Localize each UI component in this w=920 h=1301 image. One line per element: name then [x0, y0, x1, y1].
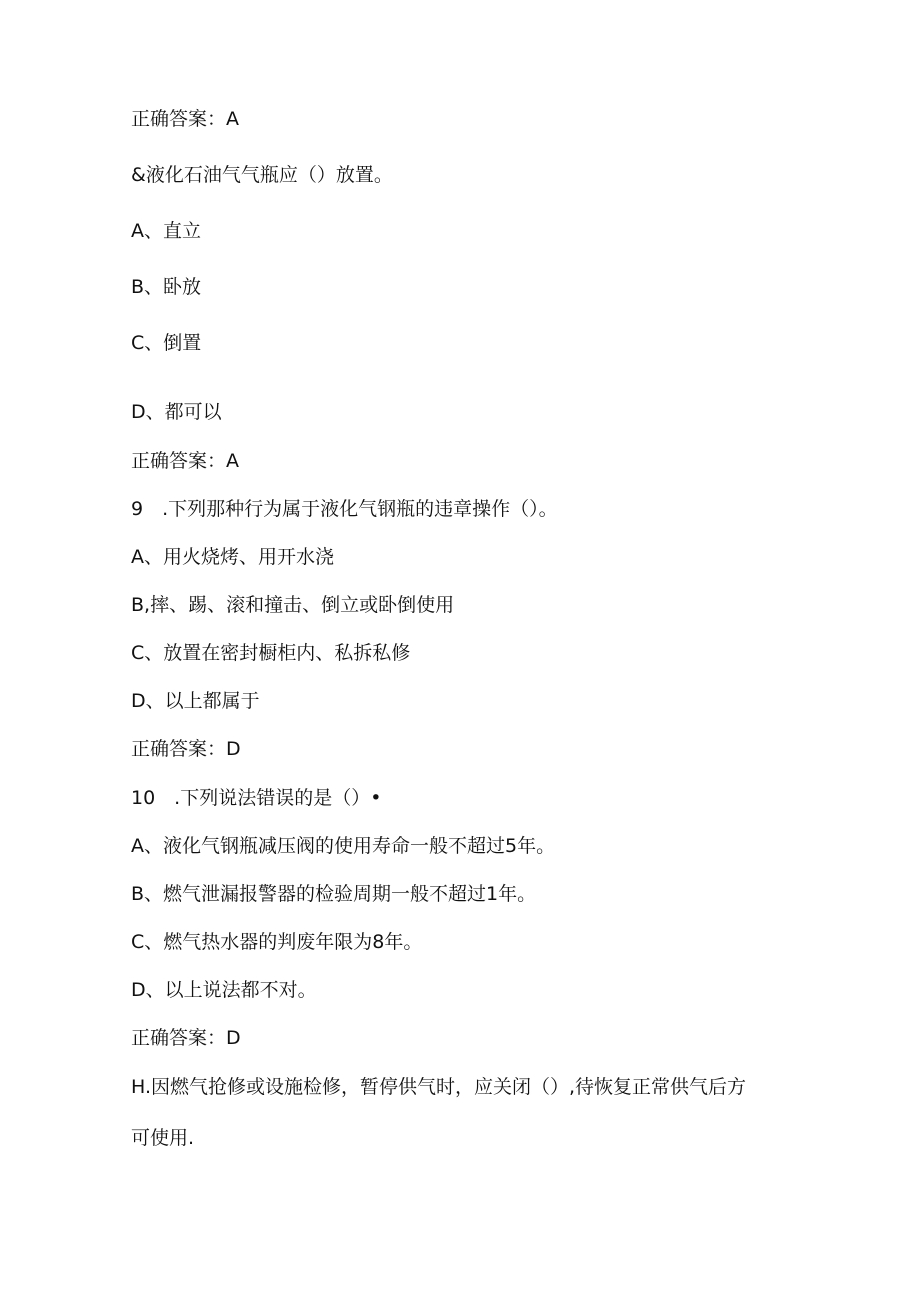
question-8-option-d: D、都可以 — [131, 401, 222, 423]
question-10-stem: 10 .下列说法错误的是（）• — [131, 787, 382, 809]
question-9-option-c: C、放置在密封橱柜内、私拆私修 — [131, 642, 411, 664]
question-10-option-b: B、燃气泄漏报警器的检验周期一般不超过1年。 — [131, 883, 537, 905]
question-9-stem: 9 .下列那种行为属于液化气钢瓶的违章操作（）。 — [131, 498, 558, 520]
question-8-option-b: B、卧放 — [131, 276, 202, 298]
question-9-option-a: A、用火烧烤、用开水浇 — [131, 546, 334, 568]
question-11-stem: H.因燃气抢修或设施检修，暂停供气时，应关闭（）,待恢复正常供气后方 — [131, 1076, 747, 1098]
question-8-stem: &液化石油气气瓶应（）放置。 — [131, 164, 393, 186]
question-10-option-d: D、以上说法都不对。 — [131, 979, 317, 1001]
question-9-option-d: D、以上都属于 — [131, 690, 260, 712]
question-11-stem-continued: 可使用. — [131, 1127, 195, 1149]
question-8-option-c: C、倒置 — [131, 332, 202, 354]
question-10-option-a: A、液化气钢瓶减压阀的使用寿命一般不超过5年。 — [131, 835, 556, 857]
question-9-answer: 正确答案：D — [131, 738, 241, 760]
question-10-answer: 正确答案：D — [131, 1027, 241, 1049]
answer-line: 正确答案：A — [131, 108, 239, 130]
question-8-option-a: A、直立 — [131, 220, 201, 242]
question-8-answer: 正确答案：A — [131, 450, 239, 472]
question-10-option-c: C、燃气热水器的判废年限为8年。 — [131, 931, 423, 953]
question-9-option-b: B,摔、踢、滚和撞击、倒立或卧倒使用 — [131, 594, 455, 616]
